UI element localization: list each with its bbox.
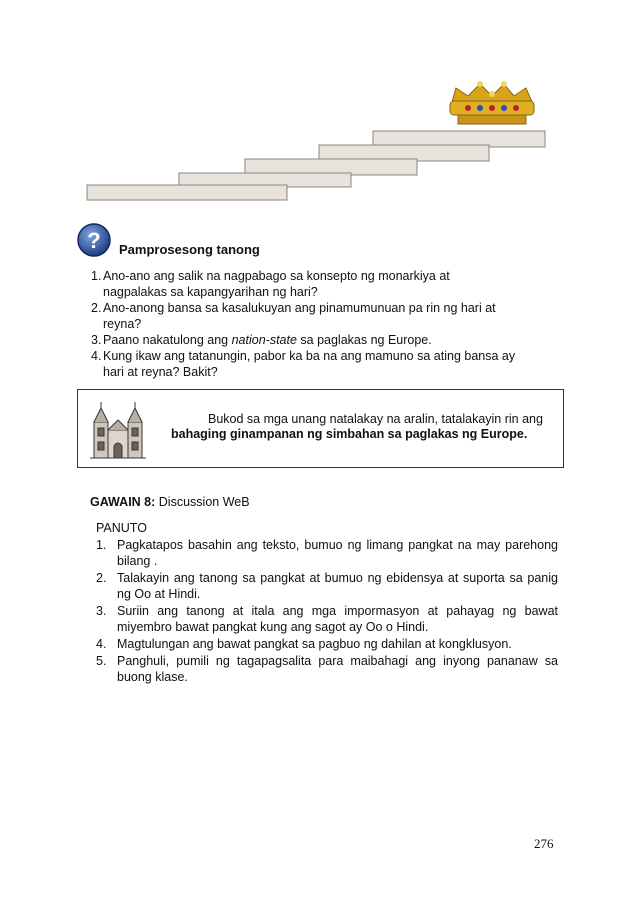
staircase-illustration — [0, 0, 638, 215]
activity-title: Discussion WeB — [158, 495, 250, 509]
info-text: Bukod sa mga unang natalakay na aralin, tatalakayin rin ang — [208, 412, 543, 426]
list-item: 3. Paano nakatulong ang nation-state sa paglakas ng Europe. — [91, 333, 432, 347]
list-item: 5. Panghuli, pumili ng tagapagsalita para maibahagi ang inyong pananaw sa buong klase. — [96, 654, 558, 684]
stair-step — [87, 185, 287, 200]
info-box — [77, 389, 564, 468]
list-item: 4. Magtulungan ang bawat pangkat sa pagbuo ng dahilan at kongklusyon. — [96, 637, 512, 651]
church-icon — [88, 398, 148, 460]
crown-icon — [450, 81, 534, 124]
info-text-bold: bahaging ginampanan ng simbahan sa paglakas ng Europe. — [171, 427, 528, 441]
list-item: 1. Ano-ano ang salik na nagpabago sa konsepto ng monarkiya at nagpalakas sa kapangyarihan ng hari? — [91, 269, 450, 299]
question-list — [91, 268, 561, 380]
svg-text:?: ? — [87, 228, 101, 253]
page-number: 276 — [534, 836, 554, 851]
activity-heading — [90, 495, 250, 509]
activity-label: GAWAIN 8: — [90, 495, 156, 509]
instructions-heading: PANUTO — [96, 521, 147, 535]
list-item: 3. Suriin ang tanong at itala ang mga impormasyon at pahayag ng bawat miyembro bawat pangkat kung ang sagot ay Oo o Hindi. — [96, 604, 558, 634]
instruction-list — [96, 537, 558, 686]
list-item: 2. Ano-anong bansa sa kasalukuyan ang pinamumunuan pa rin ng hari at reyna? — [91, 301, 496, 331]
list-item: 2. Talakayin ang tanong sa pangkat at bumuo ng ebidensya at suporta sa panig ng Oo at Hindi. — [96, 571, 558, 601]
section-title: Pamprosesong tanong — [119, 242, 260, 257]
question-mark-icon — [76, 222, 112, 258]
list-item: 1. Pagkatapos basahin ang teksto, bumuo ng limang pangkat na may parehong bilang . — [96, 538, 558, 568]
list-item: 4. Kung ikaw ang tatanungin, pabor ka ba na ang mamuno sa ating bansa ay hari at reyna? Bakit? — [91, 349, 516, 379]
